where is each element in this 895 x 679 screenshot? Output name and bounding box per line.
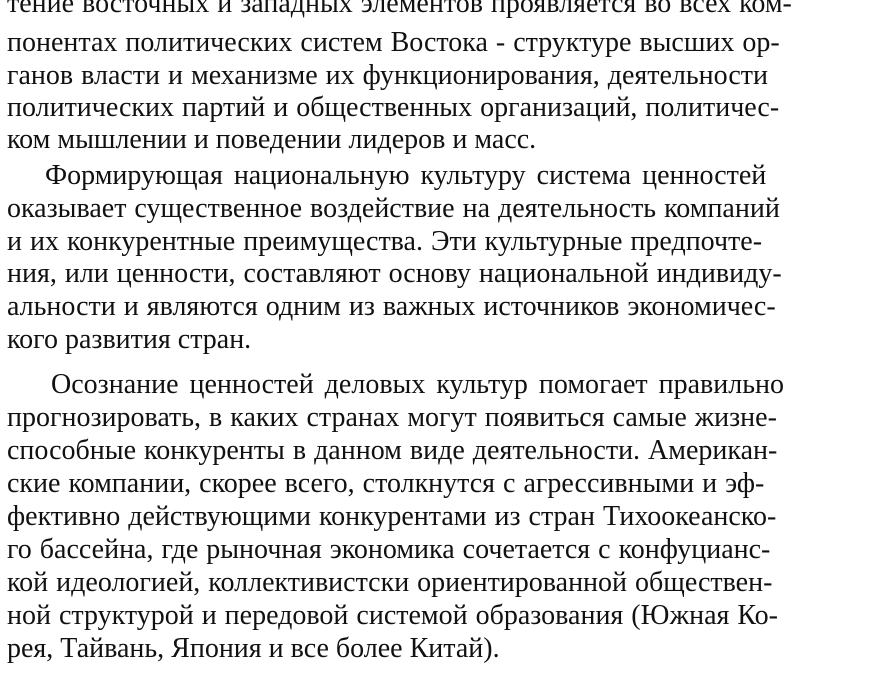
text-line: понентах политических систем Востока - структуре высших ор- — [7, 27, 780, 58]
text-line: ганов власти и механизме их функционирования, деятельности — [7, 60, 768, 91]
text-line: рея, Тайвань, Япония и все более Китай). — [7, 633, 500, 664]
text-line: го бассейна, где рыночная экономика сочетается с конфуцианс- — [7, 534, 771, 565]
text-line: фективно действующими конкурентами из стран Тихоокеанско- — [7, 501, 777, 532]
text-line: ной структурой и передовой системой образования (Южная Ко- — [7, 600, 778, 631]
text-line: Осознание ценностей деловых культур помогает правильно — [51, 369, 784, 400]
text-line: тение восточных и западных элементов проявляется во всех ком- — [7, 0, 792, 19]
text-line: ские компании, скорее всего, столкнутся с агрессивными и эф- — [7, 468, 765, 499]
text-line: ком мышлении и поведении лидеров и масс. — [7, 124, 537, 155]
text-line: политических партий и общественных организаций, политичес- — [7, 92, 780, 123]
text-line: альности и являются одним из важных источников экономичес- — [7, 291, 776, 322]
text-line: и их конкурентные преимущества. Эти культурные предпочте- — [7, 226, 763, 257]
text-line: оказывает существенное воздействие на деятельность компаний — [7, 193, 780, 224]
text-line: Формирующая национальную культуру система ценностей — [45, 160, 767, 191]
text-line: кого развития стран. — [7, 324, 252, 355]
text-line: кой идеологией, коллективистски ориентированной обществен- — [7, 567, 773, 598]
text-line: прогнозировать, в каких странах могут появиться самые жизне- — [7, 402, 777, 433]
text-line: ния, или ценности, составляют основу национальной индивиду- — [7, 258, 782, 289]
text-line: способные конкуренты в данном виде деятельности. Американ- — [7, 435, 778, 466]
